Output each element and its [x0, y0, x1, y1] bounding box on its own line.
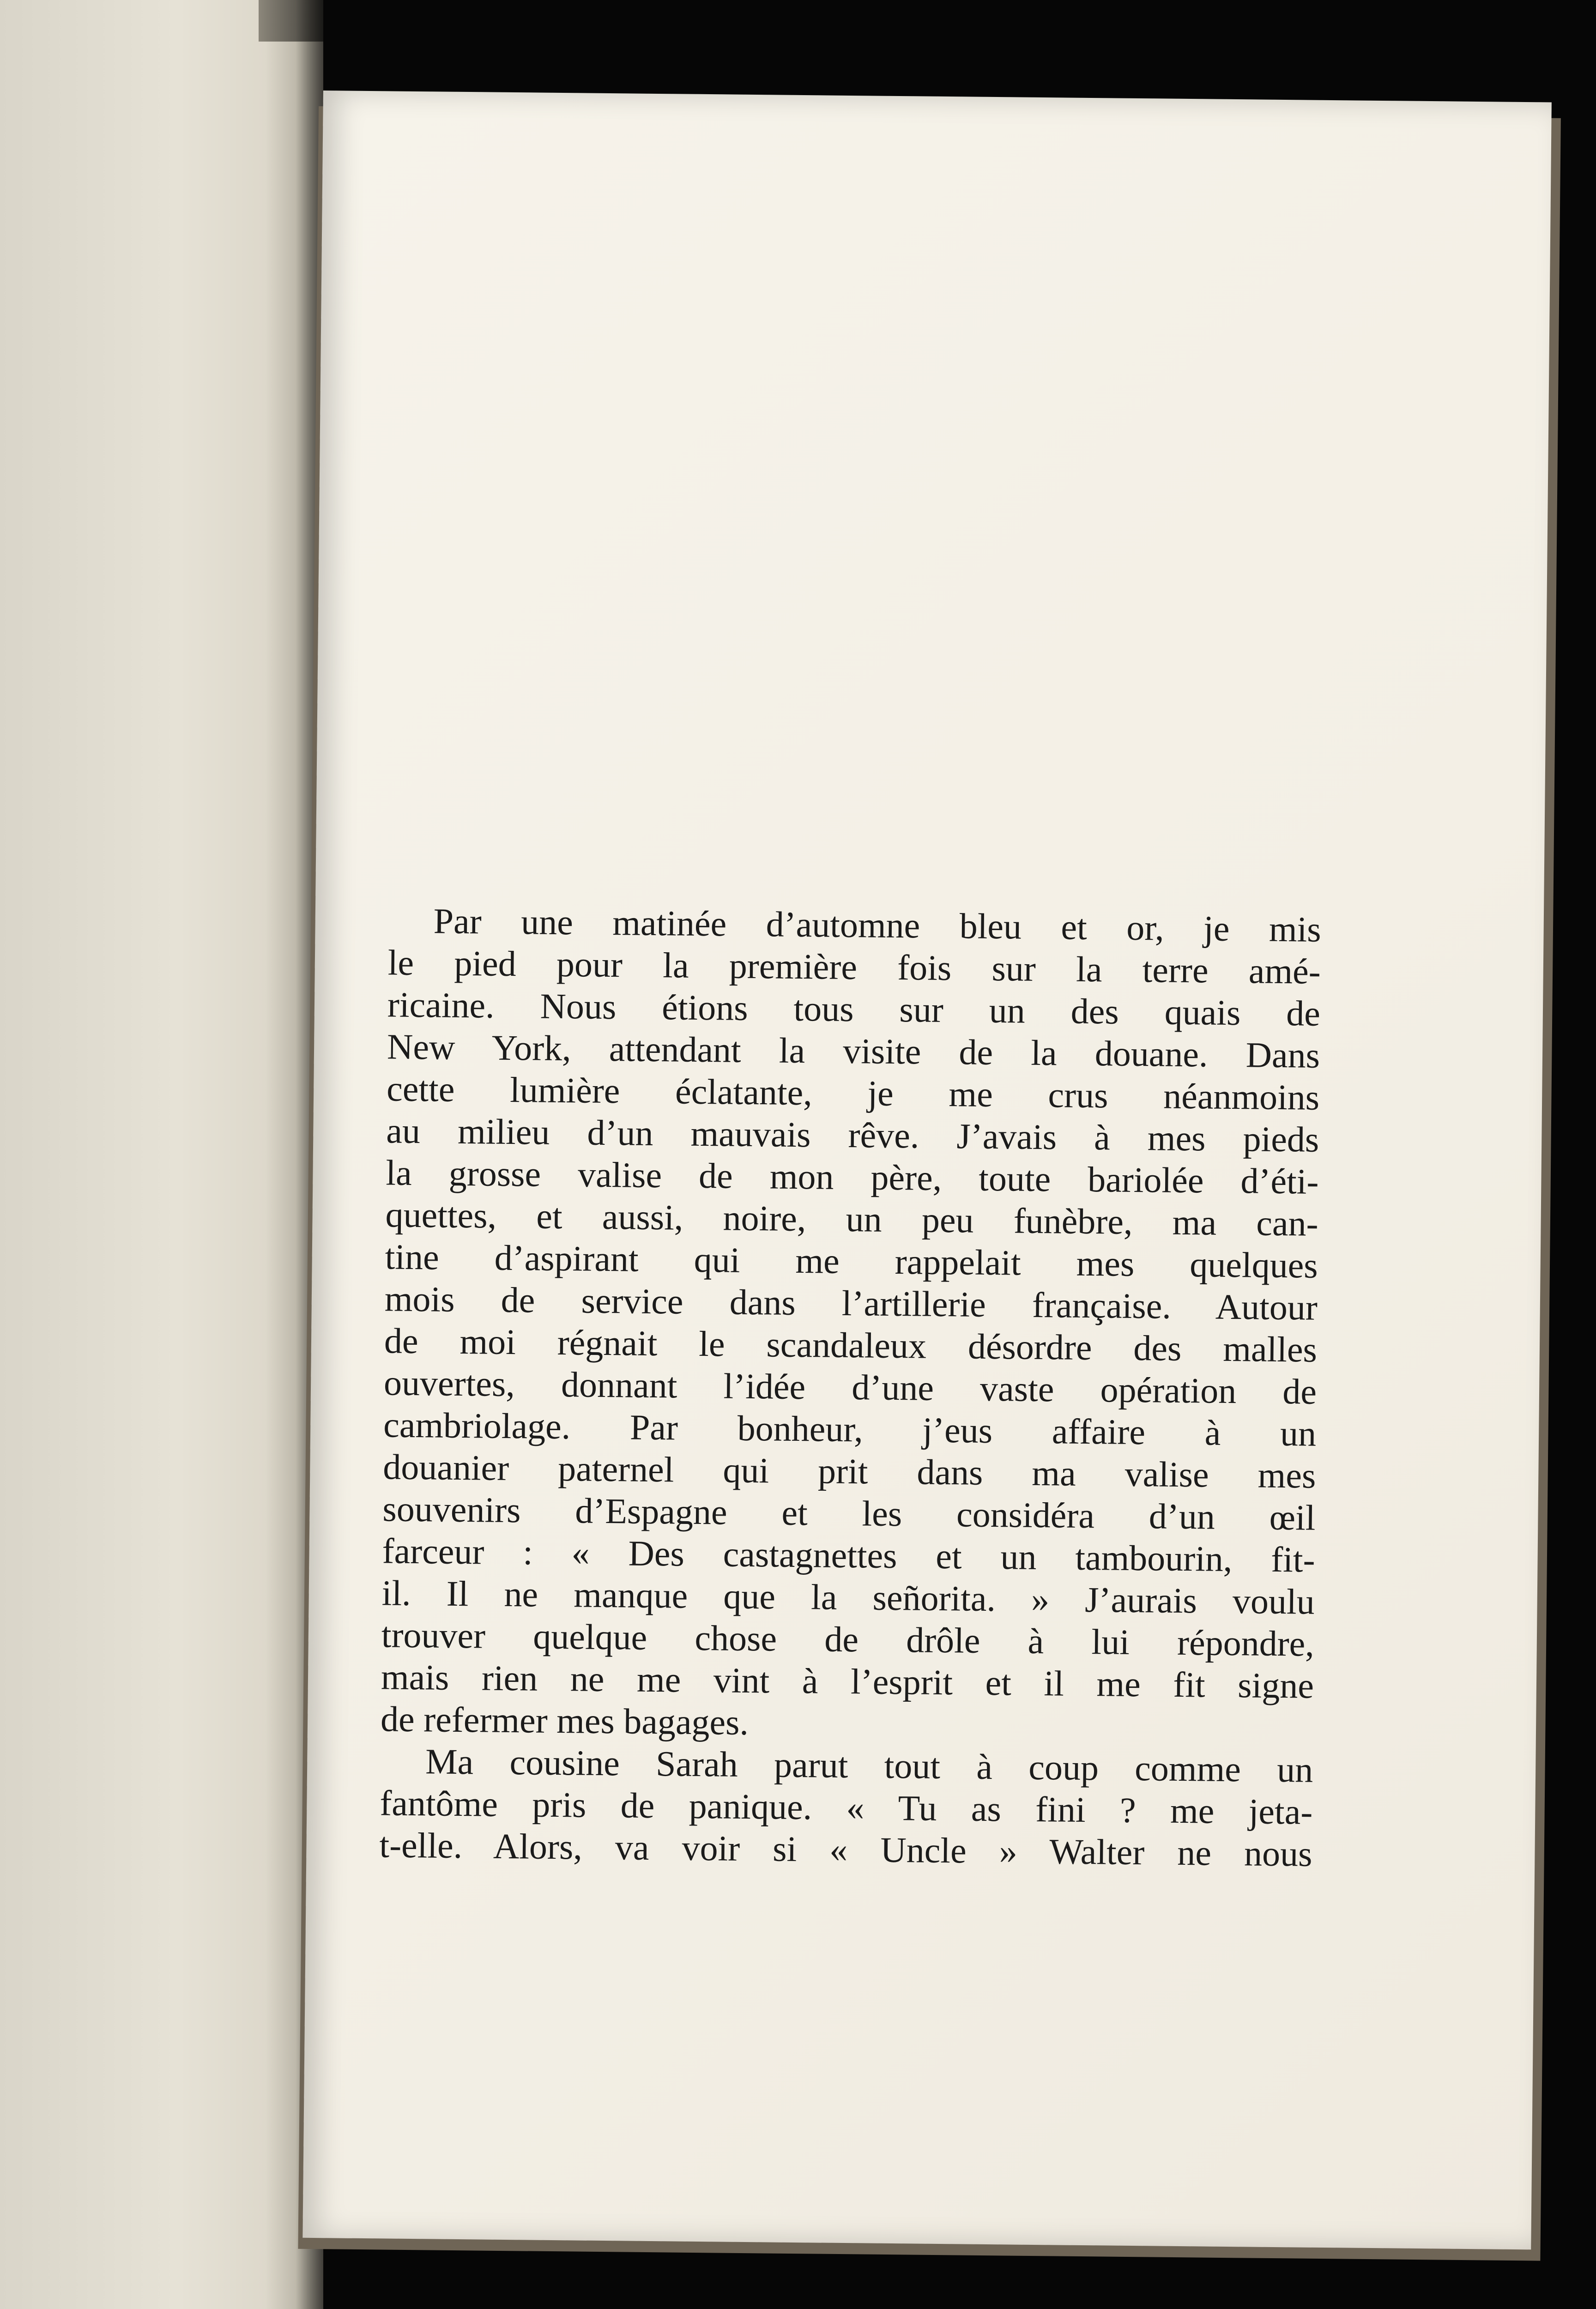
- text-line: Ma cousine Sarah parut tout à coup comme un: [425, 1741, 1313, 1790]
- body-text: [379, 899, 1321, 1874]
- text-line: le pied pour la première fois sur la terre amé-: [387, 942, 1321, 991]
- text-line: douanier paternel qui prit dans ma valise mes: [382, 1446, 1316, 1496]
- text-line: souvenirs d’Espagne et les considéra d’un œil: [382, 1488, 1316, 1538]
- paragraph-2: [379, 1740, 1313, 1874]
- text-line: au milieu d’un mauvais rêve. J’avais à mes pieds: [386, 1110, 1319, 1160]
- text-line: quettes, et aussi, noire, un peu funèbre, ma can-: [385, 1194, 1318, 1244]
- text-line: ouvertes, donnant l’idée d’une vaste opération de: [383, 1362, 1317, 1412]
- text-line: la grosse valise de mon père, toute bariolée d’éti-: [386, 1152, 1319, 1202]
- text-line: mois de service dans l’artillerie française. Autour: [384, 1278, 1318, 1328]
- text-line: cette lumière éclatante, je me crus néanmoins: [386, 1068, 1320, 1118]
- text-line: t-elle. Alors, va voir si « Uncle » Walter ne nous: [379, 1825, 1312, 1874]
- text-line: cambriolage. Par bonheur, j’eus affaire à un: [383, 1404, 1317, 1454]
- text-line: mais rien ne me vint à l’esprit et il me fit signe: [381, 1656, 1314, 1706]
- text-line: New York, attendant la visite de la douane. Dans: [387, 1026, 1320, 1076]
- text-line: fantôme pris de panique. « Tu as fini ? me jeta-: [379, 1783, 1313, 1832]
- text-line: farceur : « Des castagnettes et un tambourin, fit-: [382, 1530, 1315, 1580]
- left-book-page: [0, 0, 323, 2309]
- printed-page: [302, 91, 1552, 2249]
- text-line: trouver quelque chose de drôle à lui répondre,: [381, 1614, 1315, 1664]
- text-line: de refermer mes bagages.: [380, 1699, 749, 1743]
- text-line: Par une matinée d’automne bleu et or, je mis: [433, 901, 1322, 949]
- paragraph-1: [381, 899, 1321, 1748]
- text-line: il. Il ne manque que la señorita. » J’aurais voulu: [381, 1572, 1315, 1622]
- text-line: tine d’aspirant qui me rappelait mes quelques: [385, 1236, 1318, 1286]
- text-line: de moi régnait le scandaleux désordre des malles: [384, 1320, 1318, 1370]
- text-line: ricaine. Nous étions tous sur un des quais de: [387, 984, 1321, 1034]
